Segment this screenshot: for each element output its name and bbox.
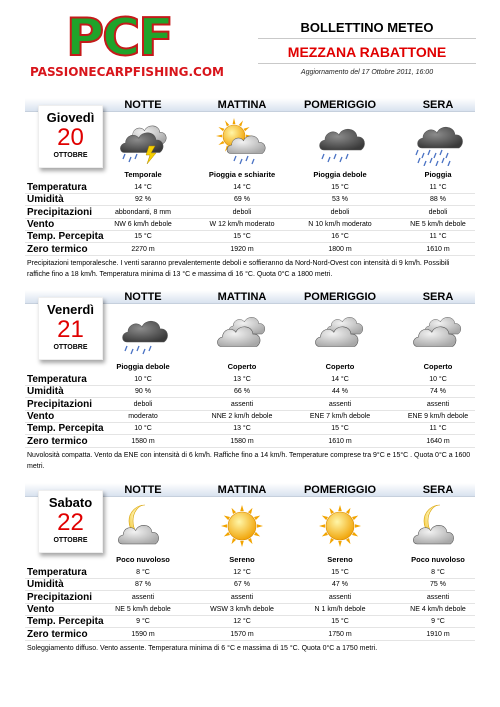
value-cell: 1570 m [230,630,254,638]
value-cell: 88 % [430,196,446,204]
value-cell: 53 % [332,196,348,204]
row-perceived [25,424,475,435]
value-cell: 1920 m [230,245,254,253]
condition-label: Coperto [423,362,453,371]
condition-label: Sereno [229,555,255,564]
value-cell: 66 % [234,388,250,396]
row-perceived [25,232,475,243]
row-freezing [25,245,475,256]
value-cell: 1800 m [328,245,352,253]
day-summary-note: Nuvolosità compatta. Vento da ENE con intensità di 6 km/h. Raffiche fino a 14 km/h. Temperature comprese tra 9°C e 15°C . Quota 0°C a 1600 metri. [27,451,471,470]
overcast-icon [308,308,372,358]
value-cell: assenti [230,593,254,601]
value-cell: 12 °C [233,569,251,576]
period-label: NOTTE [124,291,162,303]
weekday-label: Venerdì [47,302,94,317]
month-label: OTTOBRE [53,152,88,159]
value-cell: 11 °C [429,184,447,191]
condition-label: Poco nuvoloso [411,555,465,564]
day-forecast [25,483,475,661]
value-cell: ENE 9 km/h debole [407,412,469,420]
month-label: OTTOBRE [53,537,88,544]
day-forecast [25,290,475,468]
value-cell: NW 6 km/h debole [114,220,172,228]
row-humidity [25,580,475,591]
date-card [38,297,103,360]
period-label: NOTTE [124,484,162,496]
value-cell: 1640 m [426,437,450,445]
moon-cloud-icon [406,501,470,551]
value-cell: 90 % [135,388,151,396]
value-cell: 13 °C [233,376,251,383]
row-label: Temp. Percepita [27,231,104,243]
row-label: Precipitazioni [27,398,93,410]
value-cell: 14 °C [134,184,152,191]
period-label: POMERIGGIO [303,484,377,496]
value-cell: 15 °C [331,425,349,433]
row-wind [25,220,475,231]
value-cell: 9 °C [431,618,445,626]
row-label: Precipitazioni [27,591,93,603]
condition-label: Pioggia e schiarite [208,170,276,179]
value-cell: 15 °C [233,233,251,241]
value-cell: 15 °C [331,618,349,626]
period-label: NOTTE [124,99,162,111]
period-label: SERA [422,99,454,111]
condition-label: Temporale [124,170,162,179]
value-cell: 8 °C [431,569,445,576]
value-cell: 1610 m [426,245,450,253]
row-label: Zero termico [27,628,88,640]
cloud-light-rain-icon [308,116,372,166]
location-name: MEZZANA RABATTONE [258,44,476,64]
value-cell: 74 % [430,388,446,396]
condition-label: Sereno [327,555,353,564]
cloud-light-rain-icon [111,308,175,358]
row-wind [25,605,475,616]
value-cell: 92 % [135,196,151,204]
value-cell: NE 5 km/h debole [410,220,466,228]
value-cell: 10 °C [134,376,152,383]
value-cell: assenti [131,593,155,601]
bulletin-header [258,20,476,76]
value-cell: 10 °C [429,376,447,383]
row-precipitation [25,208,475,219]
row-label: Temperatura [27,374,87,385]
condition-label: Poco nuvoloso [116,555,170,564]
day-summary-note: Soleggiamento diffuso. Vento assente. Temperatura minima di 6 °C e massima di 15 °C. Quota 0°C a 1750 metri. [27,644,378,652]
value-cell: deboli [428,208,448,216]
value-cell: N 1 km/h debole [314,605,366,613]
value-cell: 1610 m [328,437,352,445]
period-label: POMERIGGIO [303,291,377,303]
row-humidity [25,195,475,206]
day-number: 21 [57,316,84,343]
value-cell: W 12 km/h moderato [209,220,275,228]
condition-label: Pioggia [424,170,452,179]
value-cell: deboli [133,400,153,408]
value-cell: 1750 m [328,630,352,638]
row-label: Temp. Percepita [27,423,104,435]
condition-label: Pioggia debole [116,362,170,371]
row-perceived [25,617,475,628]
value-cell: N 10 km/h moderato [308,220,372,228]
row-label: Umidità [27,194,64,206]
update-timestamp: Aggiornamento del 17 Ottobre 2011, 16:00 [300,69,434,76]
value-cell: 1590 m [131,630,155,638]
date-card [38,490,103,553]
value-cell: 12 °C [233,618,251,626]
day-number: 20 [57,124,84,151]
value-cell: deboli [330,208,350,216]
value-cell: 1910 m [426,630,450,638]
condition-label: Coperto [325,362,355,371]
value-cell: 10 °C [134,425,152,433]
weekday-label: Sabato [48,495,93,510]
value-cell: assenti [426,400,450,408]
row-label: Temperatura [27,182,87,193]
row-label: Vento [27,218,55,230]
logo-site-text: PASSIONECARPFISHING.COM [30,65,224,79]
condition-label: Pioggia debole [313,170,367,179]
bulletin-title: BOLLETTINO METEO [258,20,476,39]
value-cell: 14 °C [233,184,251,191]
month-label: OTTOBRE [53,344,88,351]
value-cell: 67 % [234,581,250,589]
day-forecast [25,98,475,276]
value-cell: WSW 3 km/h debole [210,605,274,613]
period-label: MATTINA [217,291,267,303]
date-card [38,105,103,168]
weekday-label: Giovedì [46,110,95,125]
row-precipitation [25,593,475,604]
row-label: Vento [27,410,55,422]
value-cell: 8 °C [136,569,150,576]
value-cell: 1580 m [230,437,254,445]
value-cell: 69 % [234,196,250,204]
value-cell: 14 °C [331,376,349,383]
row-label: Zero termico [27,243,88,255]
value-cell: NNE 2 km/h debole [211,412,273,420]
row-freezing [25,630,475,641]
value-cell: deboli [232,208,252,216]
value-cell: 2270 m [131,245,155,253]
value-cell: 1580 m [131,437,155,445]
value-cell: ENE 7 km/h debole [309,412,371,420]
value-cell: moderato [128,412,158,420]
row-label: Precipitazioni [27,206,93,218]
value-cell: 15 °C [331,569,349,576]
value-cell: 47 % [332,581,348,589]
row-label: Umidità [27,386,64,398]
row-precipitation [25,400,475,411]
row-temperature [25,375,475,386]
period-label: MATTINA [217,99,267,111]
row-label: Temp. Percepita [27,616,104,628]
value-cell: assenti [230,400,254,408]
value-cell: NE 4 km/h debole [410,605,466,613]
moon-cloud-icon [111,501,175,551]
overcast-icon [406,308,470,358]
storm-cloud-icon [111,116,175,166]
row-freezing [25,437,475,448]
value-cell: 44 % [332,388,348,396]
logo-main-text: PCF [66,8,172,68]
period-label: POMERIGGIO [303,99,377,111]
row-label: Temperatura [27,567,87,578]
sun-icon [210,501,274,551]
pcf-logo [22,10,227,82]
period-label: MATTINA [217,484,267,496]
value-cell: assenti [328,400,352,408]
value-cell: 75 % [430,581,446,589]
value-cell: 15 °C [134,233,152,241]
row-label: Zero termico [27,435,88,447]
dark-cloud-rain-icon [406,116,470,166]
period-label: SERA [422,484,454,496]
row-label: Vento [27,603,55,615]
value-cell: 16 °C [331,233,349,241]
value-cell: 13 °C [233,425,251,433]
day-summary-note: Precipitazioni temporalesche. I venti saranno prevalentemente deboli e soffieranno da Nord-Nord-Ovest con intensità di 9 km/h. Possibili raffiche fino a 18 km/h. Temperatura minima di 13 °C e massima di 16 °C. Quota 0°C a 1800 metri. [27,259,450,278]
value-cell: assenti [328,593,352,601]
day-number: 22 [57,509,84,536]
value-cell: abbondanti, 8 mm [114,208,172,216]
sun-cloud-rain-icon [210,116,274,166]
value-cell: 11 °C [429,425,447,433]
sun-icon [308,501,372,551]
row-temperature [25,183,475,194]
value-cell: 9 °C [136,618,150,626]
value-cell: assenti [426,593,450,601]
period-label: SERA [422,291,454,303]
row-wind [25,412,475,423]
condition-label: Coperto [227,362,257,371]
value-cell: 11 °C [429,233,447,241]
overcast-icon [210,308,274,358]
row-label: Umidità [27,579,64,591]
value-cell: NE 5 km/h debole [115,605,171,613]
row-temperature [25,568,475,579]
value-cell: 87 % [135,581,151,589]
value-cell: 15 °C [331,184,349,191]
row-humidity [25,387,475,398]
